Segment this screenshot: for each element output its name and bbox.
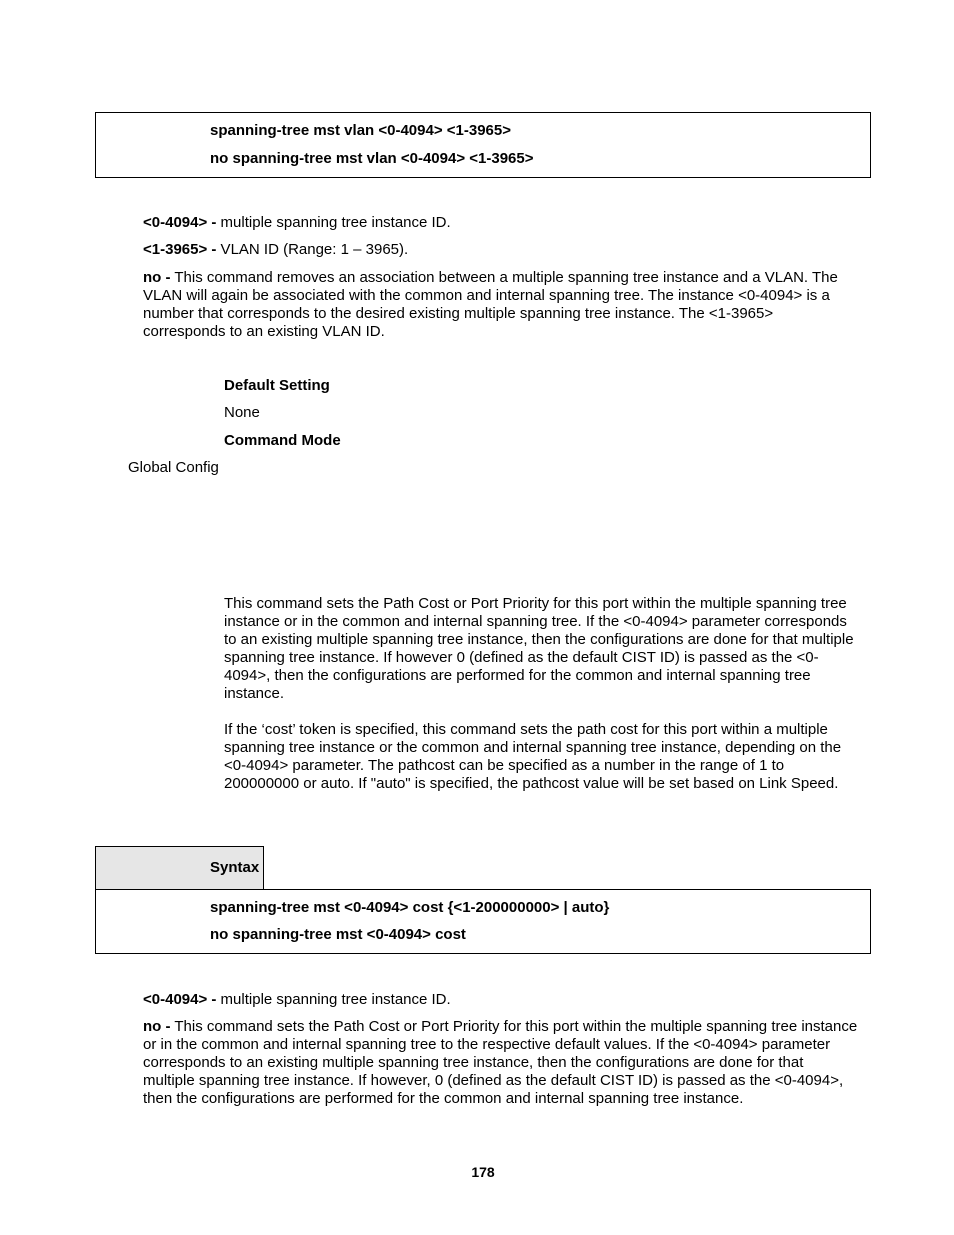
param-term: <0-4094> - (143, 991, 217, 1008)
syntax-no-command: no spanning-tree mst <0-4094> cost (210, 926, 466, 943)
syntax-tab-label: Syntax (210, 859, 260, 876)
param-desc: VLAN ID (Range: 1 – 3965). (216, 241, 409, 258)
default-setting-heading: Default Setting (224, 377, 330, 394)
param-desc: This command removes an association between a multiple spanning tree instance and a VLAN. The VLAN will again be associated with the common and internal spanning tree. The instance <0-4094> is a number that corresponds to the desired existing multiple spanning tree instance. The <1-3965> corresponds to an existing VLAN ID. (143, 269, 838, 340)
param-no (143, 1018, 859, 1108)
page-number: 178 (471, 1164, 495, 1180)
param-term: no - (143, 1018, 171, 1035)
param-vlan-id (143, 241, 863, 259)
description-paragraph-2: If the ‘cost’ token is specified, this command sets the path cost for this port within a multiple spanning tree instance or the common and internal spanning tree instance, depending on the <0-4094> parameter. The pathcost can be specified as a number in the range of 1 to 200000000 or auto. If "auto" is specified, the pathcost value will be set based on Link Speed. (224, 721, 842, 792)
command-mode-heading: Command Mode (224, 432, 341, 449)
description-paragraph-1: This command sets the Path Cost or Port Priority for this port within the multiple spanning tree instance or in the common and internal spanning tree. If the <0-4094> parameter corresponds to an existing multiple spanning tree instance, then the configurations are done for that multiple spanning tree instance. If however 0 (defined as the default CIST ID) is passed as the <0-4094>, then the configurations are performed for the common and internal spanning tree instance. (224, 595, 854, 702)
param-instance-id (143, 214, 863, 232)
param-instance-id (143, 991, 863, 1009)
param-term: no - (143, 269, 171, 286)
syntax-command: spanning-tree mst <0-4094> cost {<1-200000000> | auto} (210, 899, 610, 916)
param-term: <1-3965> - (143, 241, 217, 258)
syntax-command: spanning-tree mst vlan <0-4094> <1-3965> (210, 122, 511, 139)
param-term: <0-4094> - (143, 214, 217, 231)
default-setting-value: None (224, 404, 260, 421)
param-desc: multiple spanning tree instance ID. (216, 214, 451, 231)
param-desc: This command sets the Path Cost or Port Priority for this port within the multiple spanning tree instance or in the common and internal spanning tree to the respective default values. If the <0-4094> parameter corresponds to an existing multiple spanning tree instance, then the configurations are done for that multiple spanning tree instance. If however, 0 (defined as the default CIST ID) is passed as the <0-4094>, then the configurations are performed for the common and internal spanning tree instance. (143, 1018, 858, 1107)
param-desc: multiple spanning tree instance ID. (216, 991, 451, 1008)
syntax-no-command: no spanning-tree mst vlan <0-4094> <1-3965> (210, 150, 534, 167)
param-no (143, 269, 859, 341)
command-mode-value: Global Config (128, 459, 219, 476)
